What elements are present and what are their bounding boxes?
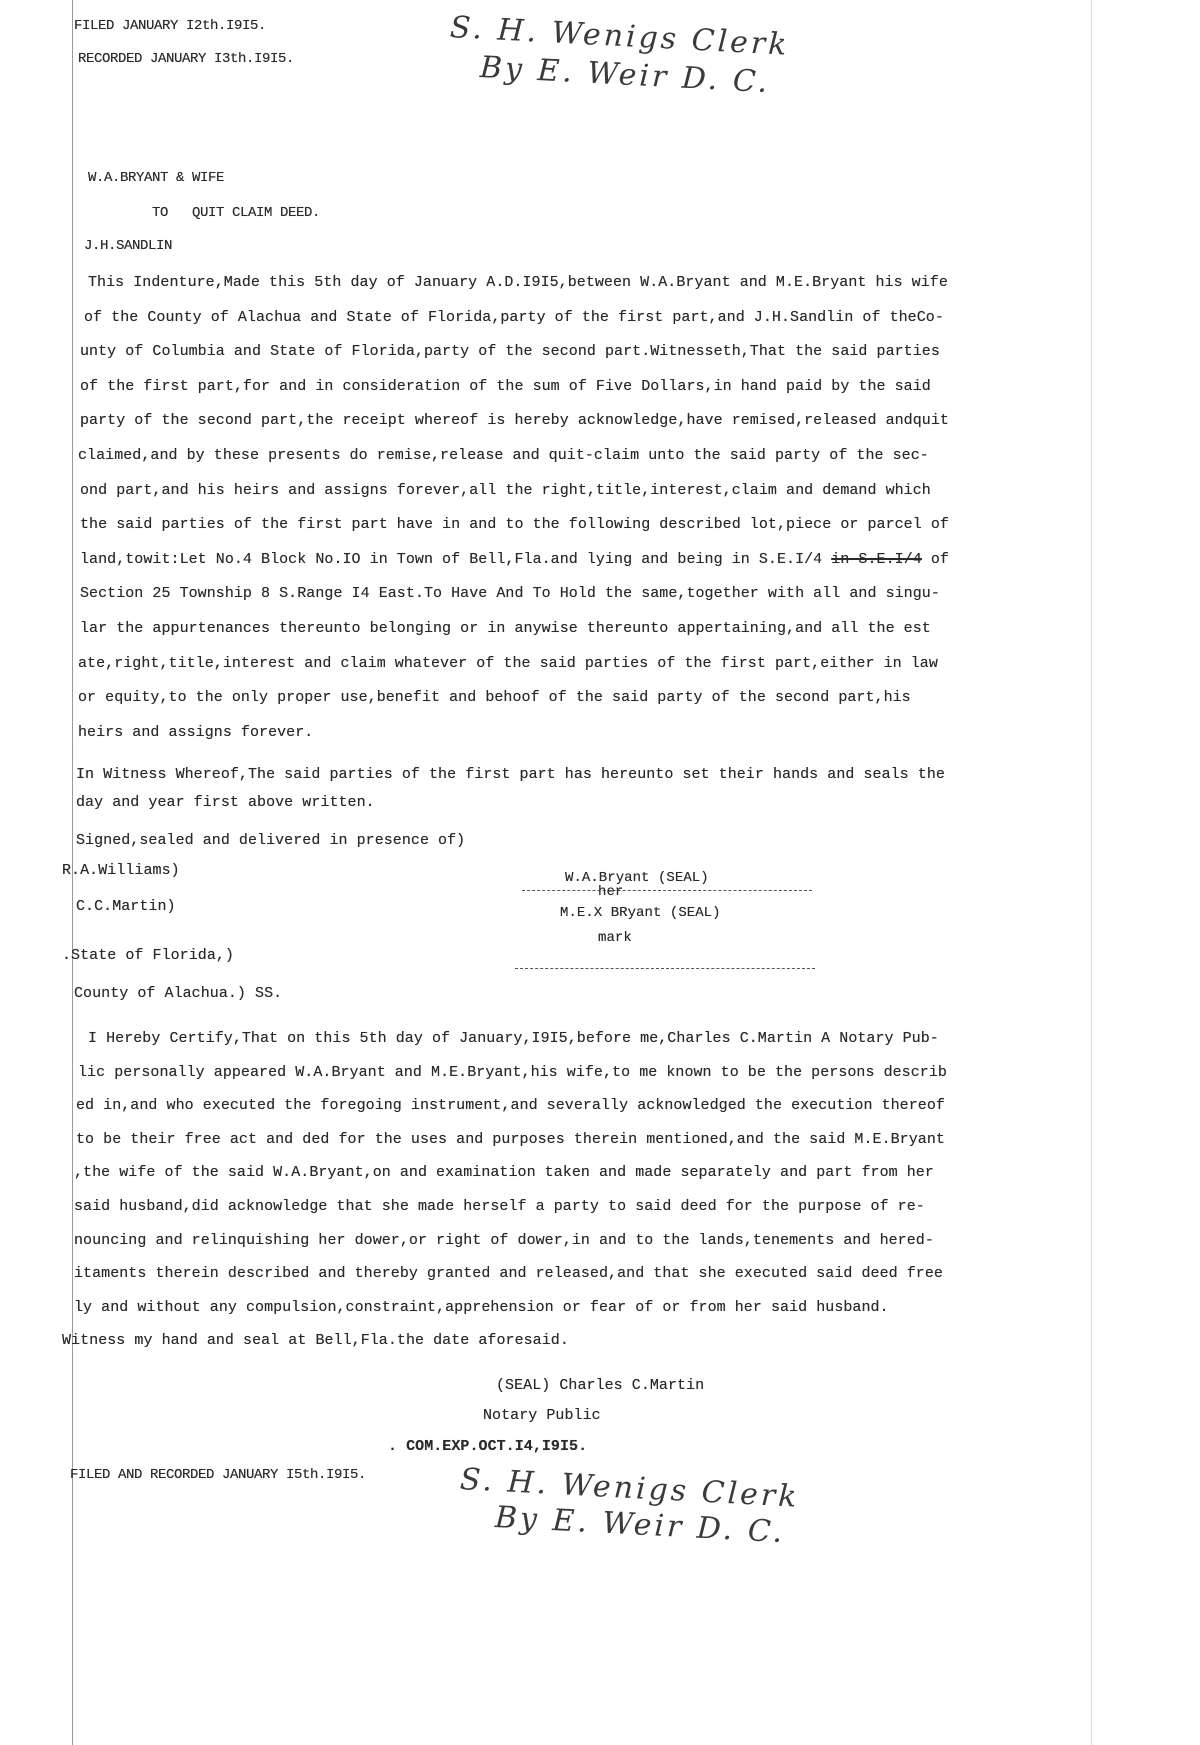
- commission-expiry: . COM.EXP.OCT.I4,I9I5.: [388, 1438, 588, 1455]
- text-line: I Hereby Certify,That on this 5th day of January,I9I5,before me,Charles C.Martin A Notary Pub-: [88, 1030, 939, 1047]
- clerk-signature: S. H. Wenigs Clerk: [449, 10, 791, 63]
- text-line: nouncing and relinquishing her dower,or right of dower,in and to the lands,tenements and hered-: [74, 1231, 934, 1249]
- text-line: Witness my hand and seal at Bell,Fla.the date aforesaid.: [62, 1332, 569, 1350]
- grantor-signature: W.A.Bryant (SEAL): [565, 870, 709, 886]
- clerk-signature: S. H. Wenigs Clerk: [459, 1462, 801, 1515]
- recorded-date: RECORDED JANUARY I3th.I9I5.: [78, 51, 295, 67]
- mark-label: mark: [598, 930, 632, 946]
- deputy-clerk-signature: By E. Weir D. C.: [479, 50, 772, 101]
- text-line: ,the wife of the said W.A.Bryant,on and examination taken and made separately and part from her: [74, 1164, 934, 1182]
- text-line: Section 25 Township 8 S.Range I4 East.To Have And To Hold the same,together with all and singu-: [80, 585, 940, 603]
- filed-recorded-date: FILED AND RECORDED JANUARY I5th.I9I5.: [70, 1467, 367, 1483]
- text-line: the said parties of the first part have in and to the following described lot,piece or parcel of: [80, 516, 949, 534]
- grantor-caption: W.A.BRYANT & WIFE: [88, 170, 225, 186]
- text-line: itaments therein described and thereby granted and released,and that she executed said deed free: [74, 1265, 943, 1283]
- witness-name: R.A.Williams): [62, 862, 180, 879]
- text-line: of the County of Alachua and State of Florida,party of the first part,and J.H.Sandlin of theCo-: [84, 308, 944, 326]
- witness-name: C.C.Martin): [76, 898, 176, 915]
- text-line: In Witness Whereof,The said parties of the first part has hereunto set their hands and seals the: [76, 766, 945, 783]
- grantor-signature: M.E.X BRyant (SEAL): [560, 905, 721, 921]
- text-line: unty of Columbia and State of Florida,party of the second part.Witnesseth,That the said parties: [80, 343, 940, 361]
- signature-line: [522, 890, 812, 891]
- text-line: [80, 551, 949, 568]
- notary-title: Notary Public: [483, 1407, 601, 1424]
- text-line: lar the appurtenances thereunto belonging or in anywise thereunto appertaining,and all the est: [80, 620, 931, 637]
- text-line: day and year first above written.: [76, 794, 375, 811]
- notary-signature: (SEAL) Charles C.Martin: [496, 1377, 705, 1394]
- text-line: of the first part,for and in consideration of the sum of Five Dollars,in hand paid by the said: [80, 377, 931, 395]
- grantee-caption: J.H.SANDLIN: [84, 238, 173, 254]
- text-line: Signed,sealed and delivered in presence of): [76, 832, 466, 849]
- text-line: ate,right,title,interest and claim whatever of the said parties of the first part,either in law: [78, 654, 938, 672]
- text-line: party of the second part,the receipt whereof is hereby acknowledge,have remised,released andquit: [80, 412, 949, 430]
- text-line: to be their free act and ded for the uses and purposes therein mentioned,and the said M.E.Bryant: [76, 1130, 945, 1148]
- venue-county: County of Alachua.) SS.: [74, 985, 283, 1002]
- venue-state: .State of Florida,): [62, 947, 234, 964]
- right-margin-rule: [1091, 0, 1092, 1745]
- text-line: ed in,and who executed the foregoing instrument,and severally acknowledged the execution thereof: [76, 1097, 945, 1115]
- line-text: of: [921, 550, 949, 568]
- deputy-clerk-signature: By E. Weir D. C.: [494, 1500, 787, 1551]
- text-line: This Indenture,Made this 5th day of January A.D.I9I5,between W.A.Bryant and M.E.Bryant his wife: [88, 274, 948, 291]
- text-line: or equity,to the only proper use,benefit and behoof of the said party of the second part,his: [78, 689, 911, 707]
- text-line: said husband,did acknowledge that she made herself a party to said deed for the purpose of re-: [74, 1198, 925, 1215]
- text-line: ond part,and his heirs and assigns forever,all the right,title,interest,claim and demand which: [80, 481, 931, 499]
- deed-type-caption: TO QUIT CLAIM DEED.: [152, 205, 321, 221]
- text-line: ly and without any compulsion,constraint,apprehension or fear of or from her said husband.: [74, 1298, 889, 1316]
- filed-date: FILED JANUARY I2th.I9I5.: [74, 18, 267, 34]
- text-line: heirs and assigns forever.: [78, 723, 314, 741]
- struck-text: in S.E.I/4: [831, 550, 922, 568]
- signature-line: [515, 968, 815, 969]
- line-text: land,towit:Let No.4 Block No.IO in Town of Bell,Fla.and lying and being in S.E.I/4: [80, 550, 832, 568]
- text-line: claimed,and by these presents do remise,release and quit-claim unto the said party of the sec-: [78, 447, 929, 464]
- text-line: lic personally appeared W.A.Bryant and M.E.Bryant,his wife,to me known to be the persons describ: [78, 1063, 947, 1081]
- her-label: her: [598, 884, 624, 900]
